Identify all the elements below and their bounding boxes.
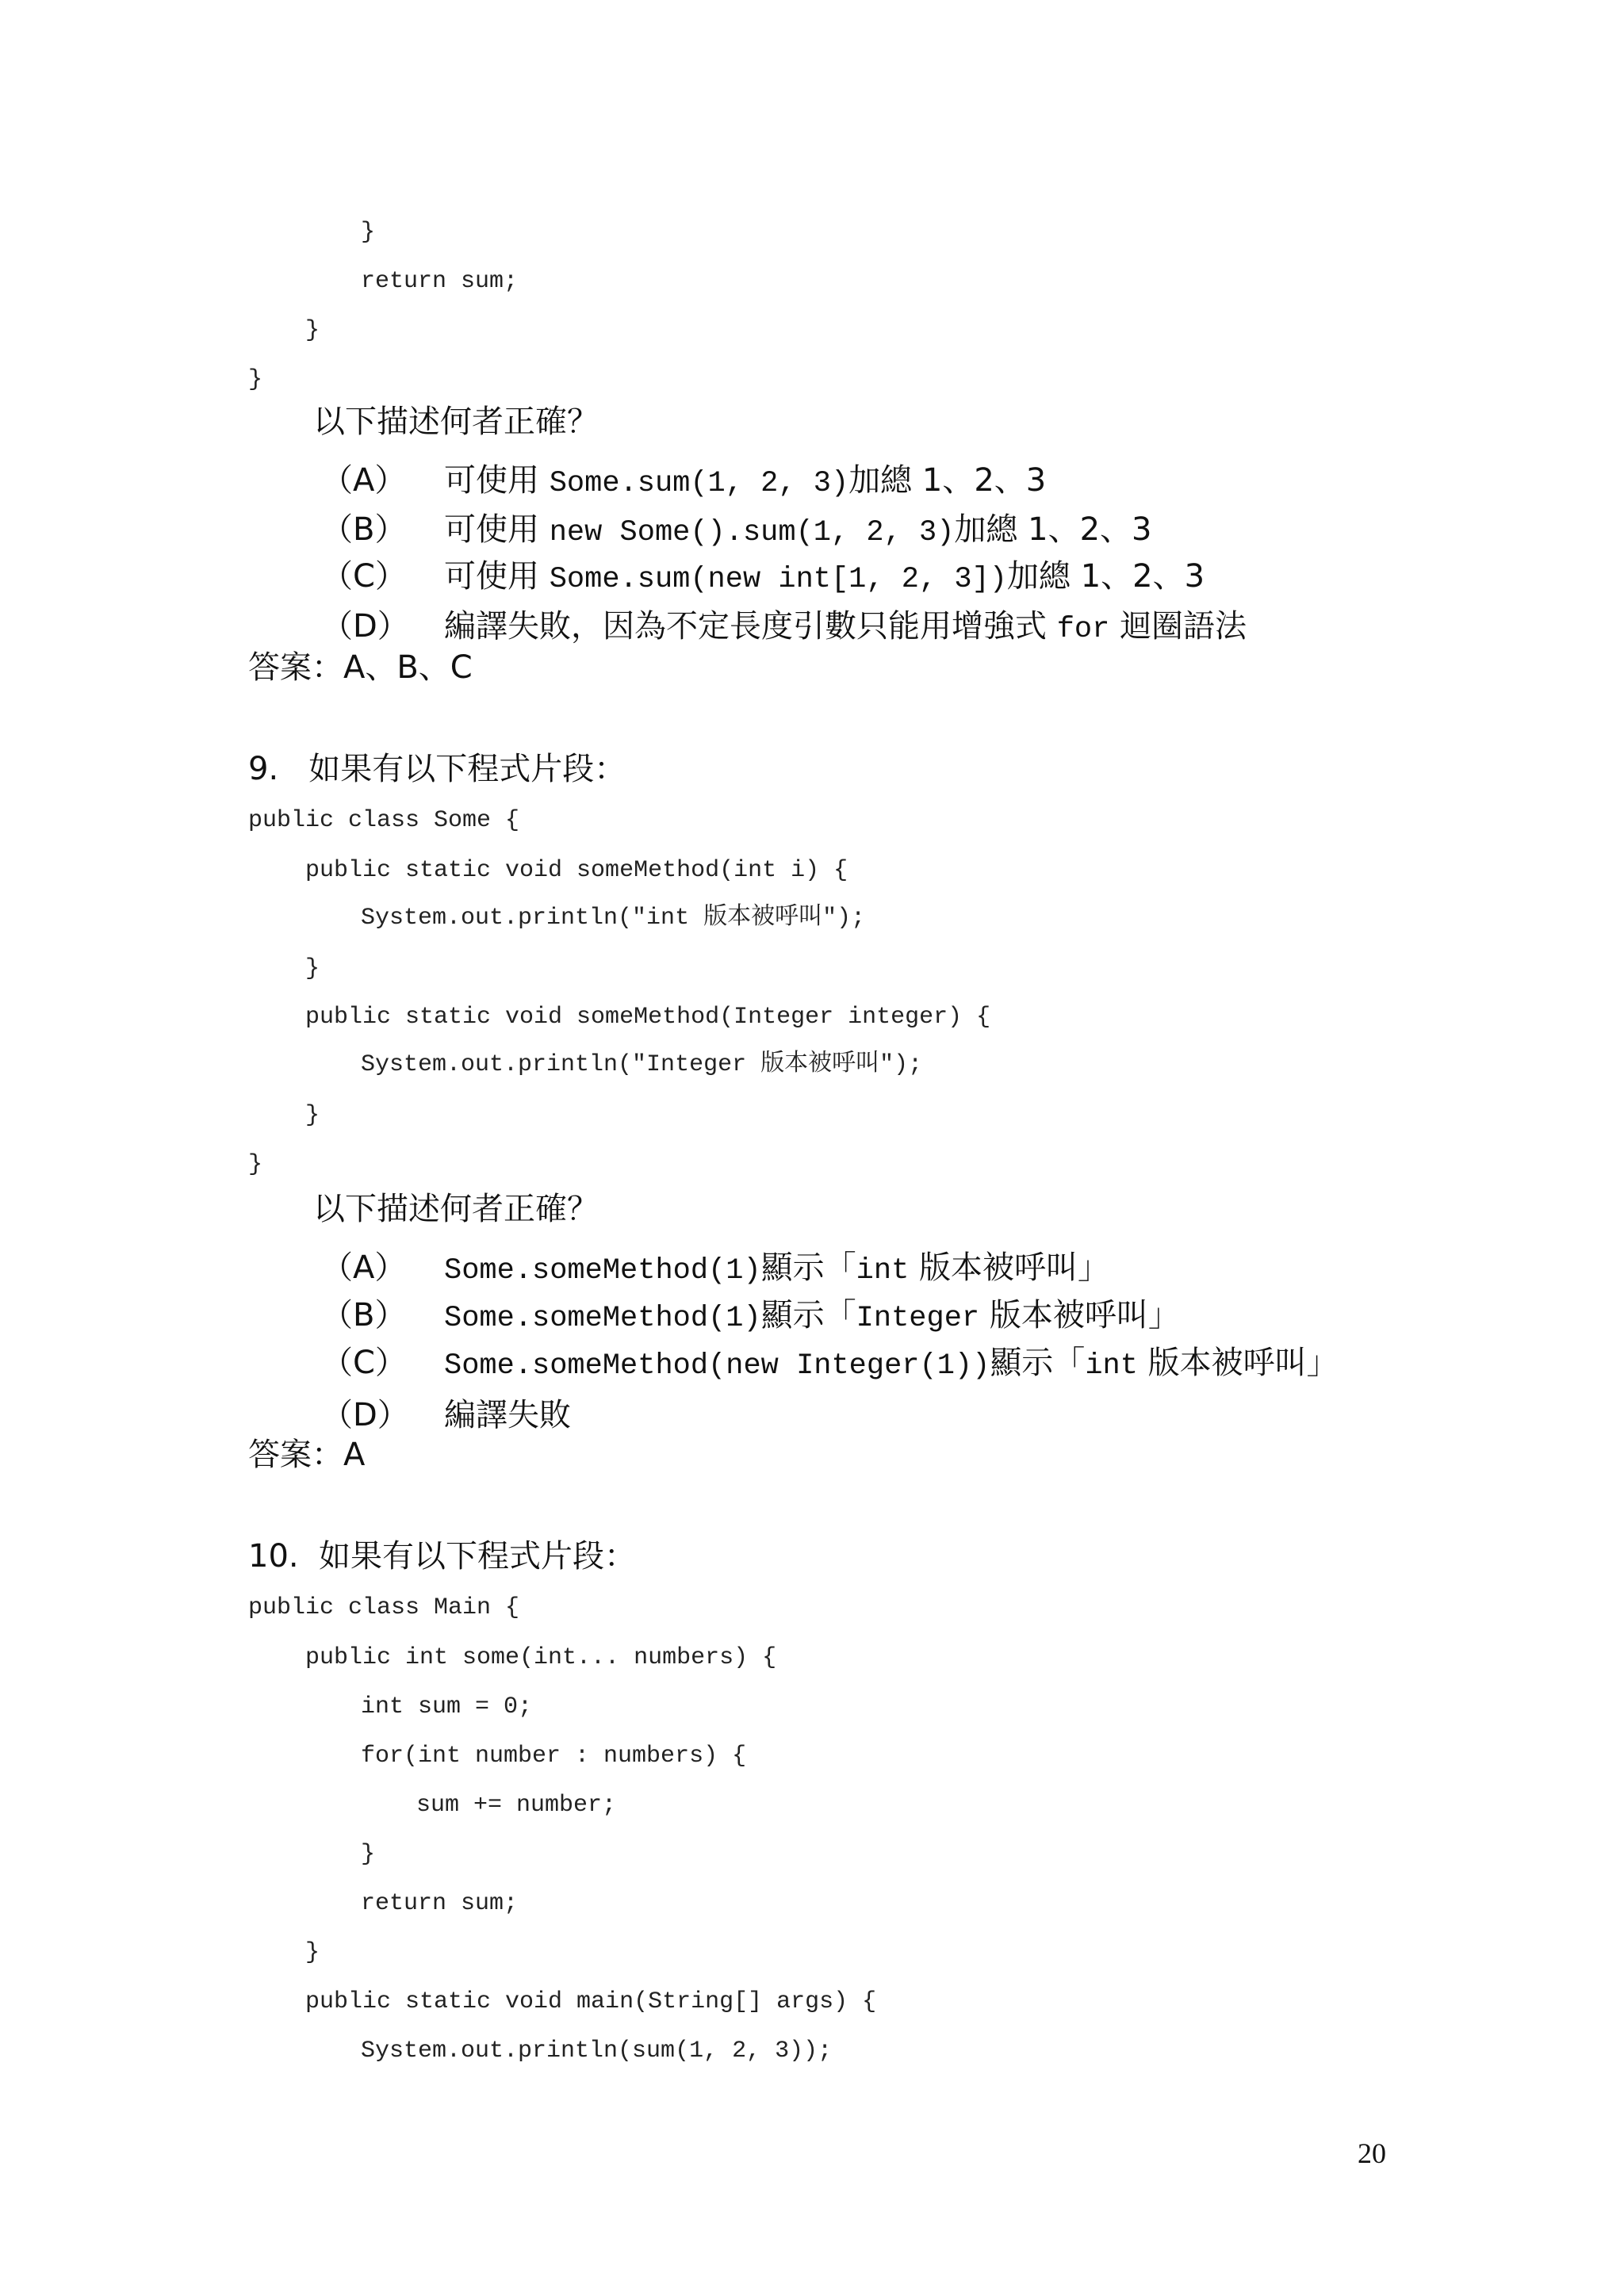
code-line: }: [361, 1841, 376, 1868]
inline-code: for: [1056, 613, 1110, 646]
option-label: （B）: [321, 1297, 407, 1334]
inline-code: Some.someMethod(1): [444, 1302, 761, 1335]
code-line: }: [305, 955, 320, 982]
code-line: }: [361, 219, 376, 246]
inline-code: Some.someMethod(1): [444, 1254, 761, 1288]
inline-code: int: [1085, 1349, 1138, 1383]
inline-code: Some.sum(new int[1, 2, 3]): [549, 563, 1008, 596]
option-text: [444, 551, 1205, 596]
code-line: }: [248, 1151, 263, 1178]
code-line: System.out.println(sum(1, 2, 3));: [361, 2038, 833, 2064]
option-label: （C）: [321, 1345, 407, 1381]
inline-code: Some.someMethod(new Integer(1)): [444, 1349, 990, 1383]
option-text-run: 顯示「: [760, 1297, 856, 1334]
option-d: [0, 1390, 1624, 1433]
code-line: public static void someMethod(int i) {: [305, 857, 848, 884]
option-text-run: 顯示「: [990, 1345, 1086, 1381]
option-text-run: 加總 1、2、3: [1007, 558, 1205, 595]
code-line: sum += number;: [416, 1792, 617, 1819]
option-text-run: 版本被呼叫」: [909, 1249, 1110, 1286]
option-text-run: 編譯失敗，因為不定長度引數只能用增強式: [444, 608, 1057, 645]
code-line: System.out.println("Integer 版本被呼叫");: [361, 1051, 923, 1078]
code-line: for(int number : numbers) {: [361, 1743, 747, 1770]
option-label: （C）: [321, 558, 407, 595]
option-text-run: 加總 1、2、3: [848, 462, 1047, 499]
option-text: [444, 1337, 1339, 1383]
code-line: }: [305, 1939, 320, 1966]
option-text-run: 顯示「: [760, 1249, 856, 1286]
question-prompt: 以下描述何者正確？: [313, 1191, 599, 1227]
option-a: [0, 1242, 1624, 1288]
code-line: public class Some {: [248, 807, 520, 834]
option-text-run: 編譯失敗: [444, 1397, 571, 1433]
answer: 答案：A: [248, 1437, 366, 1473]
question-prompt: 以下描述何者正確？: [313, 404, 599, 440]
option-text: [444, 1390, 571, 1435]
option-text: [444, 601, 1247, 646]
code-line: public int some(int... numbers) {: [305, 1644, 777, 1671]
option-text: [444, 1290, 1180, 1335]
code-line: public class Main {: [248, 1594, 520, 1621]
question-heading: 9. 如果有以下程式片段：: [248, 751, 626, 787]
option-a: [0, 455, 1624, 500]
inline-code: int: [856, 1254, 910, 1288]
inline-code: Some.sum(1, 2, 3): [549, 467, 849, 500]
option-text-run: 版本被呼叫」: [979, 1297, 1180, 1334]
code-line: return sum;: [361, 268, 519, 295]
option-text-run: 加總 1、2、3: [954, 511, 1152, 548]
code-line: public static void someMethod(Integer integer) {: [305, 1004, 991, 1031]
code-line: int sum = 0;: [361, 1693, 533, 1720]
code-line: }: [248, 366, 263, 393]
option-text-run: 迴圈語法: [1109, 608, 1247, 645]
option-d: [0, 601, 1624, 646]
option-text: [444, 504, 1151, 549]
question-heading: 10. 如果有以下程式片段：: [248, 1538, 637, 1575]
option-label: （B）: [321, 511, 407, 548]
option-label: （A）: [321, 1249, 407, 1286]
option-text-run: 可使用: [444, 558, 550, 595]
option-text-run: 可使用: [444, 511, 550, 548]
option-text: [444, 455, 1046, 500]
code-line: return sum;: [361, 1890, 519, 1917]
option-b: [0, 1290, 1624, 1335]
code-line: }: [305, 1102, 320, 1129]
option-b: [0, 504, 1624, 549]
code-line: System.out.println("int 版本被呼叫");: [361, 905, 866, 932]
option-text-run: 版本被呼叫」: [1137, 1345, 1339, 1381]
option-label: （D）: [321, 608, 409, 645]
code-line: }: [305, 317, 320, 344]
page-number: 20: [1358, 2137, 1386, 2169]
option-label: （D）: [321, 1397, 409, 1433]
option-c: [0, 1337, 1624, 1383]
option-label: （A）: [321, 462, 407, 499]
code-line: public static void main(String[] args) {: [305, 1988, 877, 2015]
option-c: [0, 551, 1624, 596]
inline-code: new Some().sum(1, 2, 3): [549, 516, 955, 549]
option-text-run: 可使用: [444, 462, 550, 499]
inline-code: Integer: [856, 1302, 980, 1335]
option-text: [444, 1242, 1109, 1288]
answer: 答案：A、B、C: [248, 649, 473, 686]
